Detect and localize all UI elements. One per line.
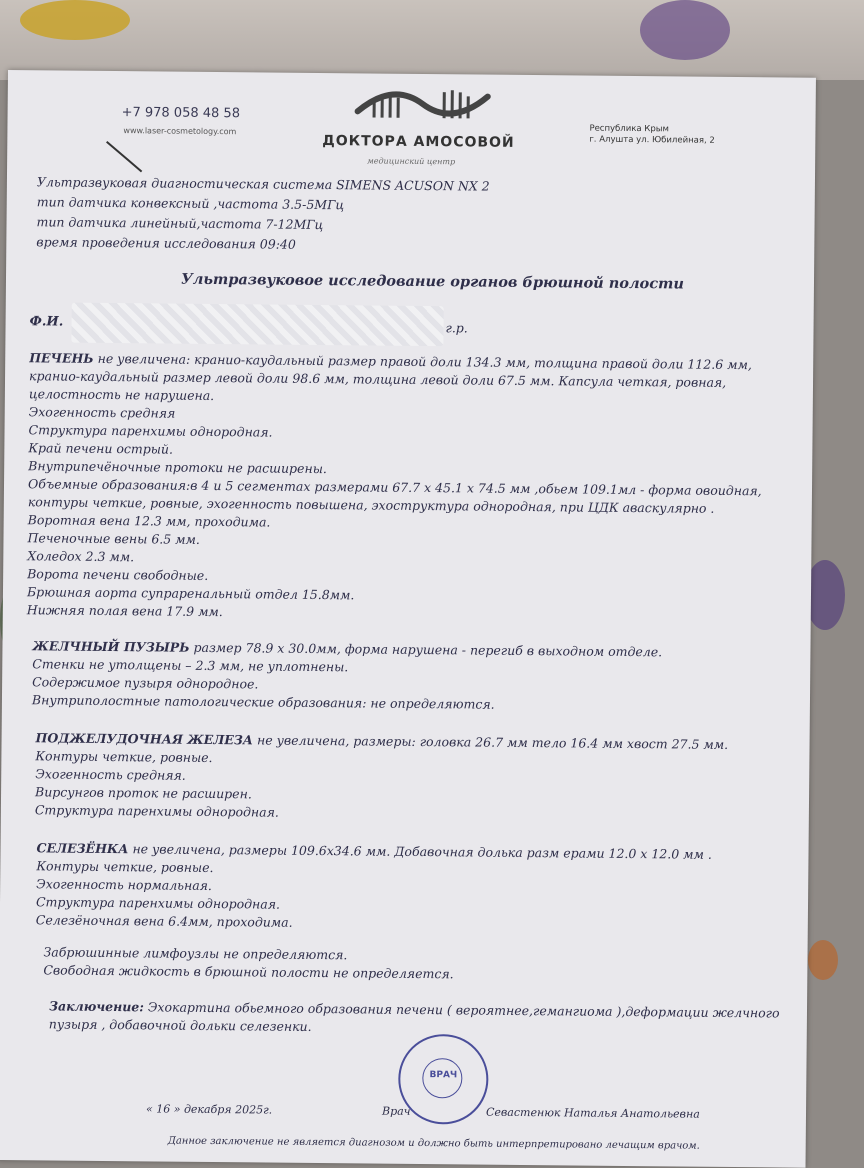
free-fluid-line: Свободная жидкость в брюшной полости не определяется. [43,962,454,982]
gallbladder-line: Стенки не утолщены – 2.3 мм, не уплотнены. [32,656,349,675]
section-heading-pancreas: ПОДЖЕЛУДОЧНАЯ ЖЕЛЕЗА [35,730,254,748]
liver-line: Ворота печени свободные. [27,566,209,583]
flower-decoration [640,0,730,60]
liver-line: Холедох 2.3 мм. [27,548,135,565]
liver-line: Печеночные вены 6.5 мм. [27,530,200,547]
pancreas-first-line: ПОДЖЕЛУДОЧНАЯ ЖЕЛЕЗА не увеличена, размеры: головка 26.7 мм тело 16.4 мм хвост 27.5 мм. [35,730,729,752]
section-heading-gallbladder: ЖЕЛЧНЫЙ ПУЗЫРЬ [32,638,190,655]
liver-line: Нижняя полая вена 17.9 мм. [26,602,223,620]
flower-decoration [808,940,838,980]
liver-line: Край печени острый. [28,440,174,457]
spleen-line: Структура паренхимы однородная. [35,894,281,912]
spleen-line: Контуры четкие, ровные. [36,858,214,876]
document-page [0,70,816,1168]
pancreas-line: Контуры четкие, ровные. [35,748,213,765]
conclusion-label: Заключение: [48,998,144,1015]
doctor-seal: ВРАЧ [398,1034,489,1125]
report-date: « 16 » декабря 2025г. [145,1102,273,1117]
liver-line: целостность не нарушена. [28,386,215,403]
liver-line: Эхогенность средняя [28,404,176,421]
equipment-line: Ультразвуковая диагностическая система SIMENS ACUSON NX 2 [36,174,490,194]
pancreas-line: Вирсунгов проток не расширен. [35,784,252,802]
doctor-name: Севастенюк Наталья Анатольевна [485,1105,700,1121]
patient-birth-suffix: г.р. [445,320,468,336]
spleen-line: Селезёночная вена 6.4мм, проходима. [35,912,293,930]
liver-line: Объемные образования:в 4 и 5 сегментах размерами 67.7 х 45.1 х 74.5 мм ,обьем 109.1мл - форма овоидная, [27,476,762,499]
spleen-line: Эхогенность нормальная. [36,876,213,893]
liver-line: контуры четкие, ровные, эхогенность повышена, эхоструктура однородная, при ЦДК аваскулярно . [27,494,715,516]
gallbladder-line: Содержимое пузыря однородное. [32,674,259,692]
background [0,0,864,80]
document-title: Ультразвуковое исследование органов брюшной полости [180,270,685,293]
clinic-subtitle: медицинский центр [367,156,456,167]
equipment-line: время проведения исследования 09:40 [36,234,296,252]
pancreas-line: Эхогенность средняя. [35,766,186,783]
clinic-phone: +7 978 058 48 58 [121,105,241,122]
liver-line: кранио-каудальный размер левой доли 98.6 мм, толщина левой доли 67.5 мм. Капсула четкая, ровная, [28,368,727,390]
disclaimer: Данное заключение не является диагнозом и должно быть интерпретировано лечащим врачом. [167,1135,700,1152]
liver-line: Воротная вена 12.3 мм, проходима. [27,512,271,530]
conclusion-line: пузыря , добавочной дольки селезенки. [48,1016,312,1034]
liver-line: Брюшная аорта супраренальный отдел 15.8мм. [26,584,355,603]
liver-line: Внутрипечёночные протоки не расширены. [28,458,327,477]
flower-decoration [20,0,130,40]
equipment-line: тип датчика конвексный ,частота 3.5-5МГц [36,194,345,213]
pancreas-line: Структура паренхимы однородная. [34,802,279,820]
section-heading-liver: ПЕЧЕНЬ [29,350,94,366]
section-heading-spleen: СЕЛЕЗЁНКА [36,840,129,857]
clinic-address: Республика Крым г. Алушта ул. Юбилейная, 2 [589,123,715,146]
equipment-line: тип датчика линейный,частота 7-12МГц [36,214,324,233]
redacted-patient-name [71,303,443,347]
gallbladder-first-line: ЖЕЛЧНЫЙ ПУЗЫРЬ размер 78.9 х 30.0мм, форма нарушена - перегиб в выходном отделе. [32,638,663,660]
patient-label: Ф.И. [29,314,64,330]
doctor-label: Врач [381,1104,411,1118]
spleen-first-line: СЕЛЕЗЁНКА не увеличена, размеры 109.6х34.6 мм. Добавочная долька разм ерами 12.0 х 12.0 мм . [36,840,712,862]
pen-mark [106,141,142,172]
clinic-name: ДОКТОРА АМОСОВОЙ [322,133,515,151]
lymph-nodes-line: Забрюшинные лимфоузлы не определяются. [43,944,348,963]
liver-line: Структура паренхимы однородная. [28,422,273,440]
gallbladder-line: Внутриполостные патологические образования: не определяются. [31,692,495,712]
clinic-website: www.laser-cosmetology.com [123,126,237,137]
clinic-logo-icon [353,83,493,124]
conclusion-line: Заключение: Эхокартина обьемного образования печени ( вероятнее,гемангиома ),деформации желчного [48,998,780,1021]
liver-first-line: ПЕЧЕНЬ не увеличена: кранио-каудальный размер правой доли 134.3 мм, толщина правой доли 112.6 мм, [29,350,752,373]
